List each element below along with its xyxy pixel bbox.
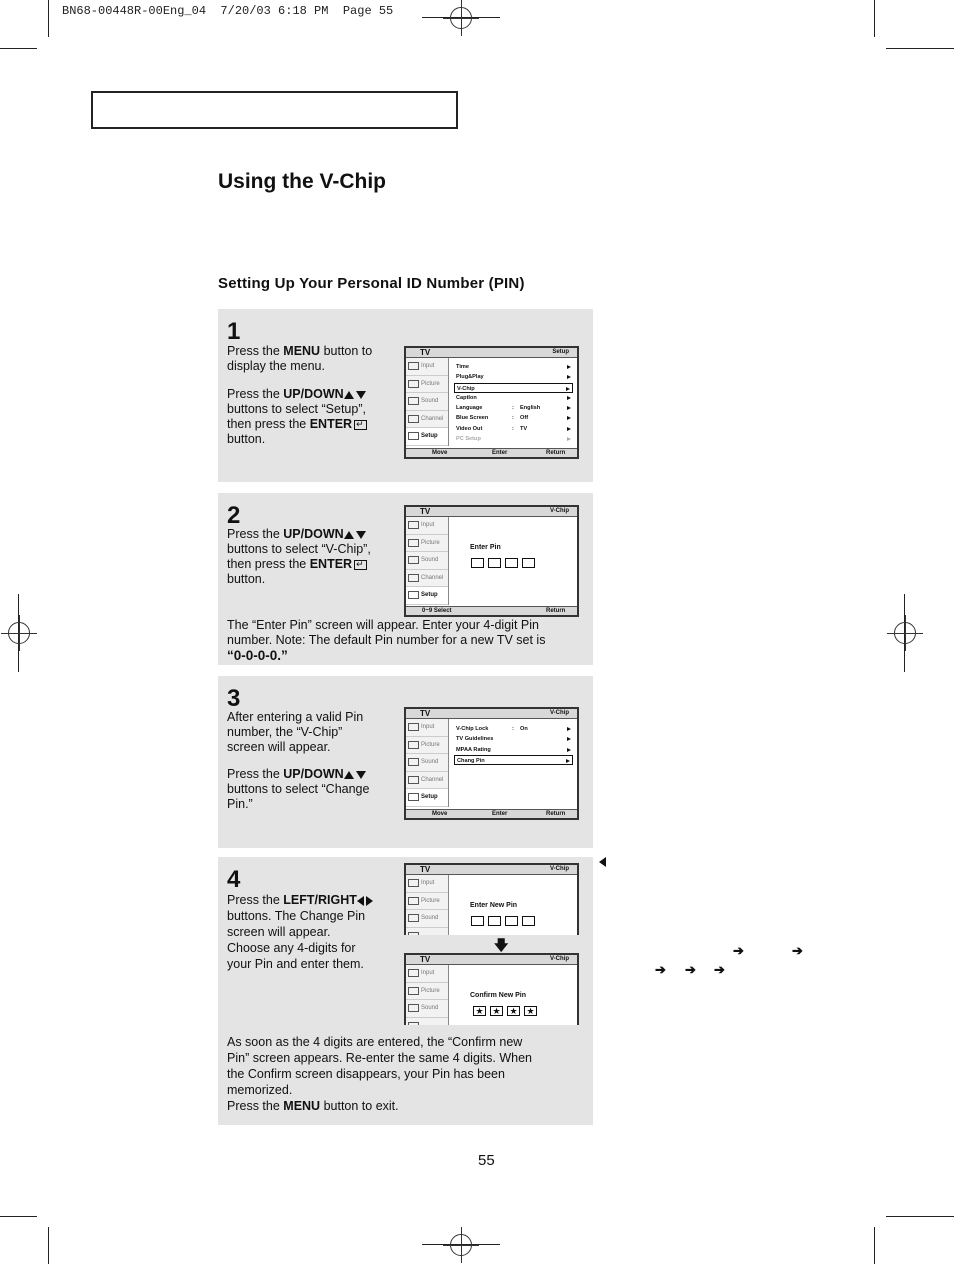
tv-sidebar (406, 965, 449, 1025)
input-icon (408, 362, 419, 370)
move-hint: Move (432, 811, 448, 817)
tv-side-item: Channel (406, 411, 448, 429)
step-text: Press the LEFT/RIGHT buttons. The Change Pin screen will appear. Choose any 4-digits for your Pin and enter them. (227, 892, 377, 972)
return-hint: Return (546, 608, 566, 614)
picture-icon (408, 741, 419, 749)
tv-sidebar (406, 517, 449, 605)
up-arrow-icon (344, 531, 354, 539)
step-number: 1 (227, 318, 241, 345)
tv-title-bar: TV Setup (406, 348, 577, 358)
sound-icon (408, 556, 419, 564)
tv-title-bar: TV V-Chip (406, 507, 577, 517)
pin-prompt: Confirm New Pin (470, 992, 527, 999)
tv-side-item (406, 1018, 448, 1026)
tv-menu-item: CaptIon (454, 393, 573, 403)
tv-menu-item: Video Out : TV (454, 424, 573, 434)
tv-side-item: Channel (406, 772, 448, 790)
step-text: Press the UP/DOWN buttons to select “V-Chip”, then press the ENTER↵ button. (227, 527, 387, 587)
tv-sidebar (406, 358, 449, 446)
step-text: Press the MENU button to display the menu. (227, 344, 373, 373)
step-number: 4 (227, 866, 241, 893)
tv-bottom-bar (406, 448, 577, 457)
tv-menu-item: TV Guidelines (454, 734, 573, 744)
pin-box (505, 558, 518, 568)
tv-bottom-bar (406, 809, 577, 818)
return-hint: Return (546, 450, 566, 456)
step-2-panel (218, 493, 593, 665)
tv-side-item: Sound (406, 754, 448, 772)
sound-icon (408, 758, 419, 766)
tv-menu-item-selected: V-Chip (454, 383, 573, 393)
tv-side-item: Picture (406, 983, 448, 1001)
pin-box-filled: ★ (490, 1006, 503, 1016)
flow-down-arrow-icon: 🡇 (494, 937, 509, 953)
channel-icon (408, 932, 419, 936)
enter-hint: Enter (492, 450, 508, 456)
step-number: 3 (227, 685, 241, 712)
step-note: As soon as the 4 digits are entered, the “Confirm new Pin” screen appears. Re-enter the same 4 digits. When the Confirm screen disappears, your Pin has been memorized. Press the MENU button to exit. (227, 1035, 533, 1113)
tv-menu-item-selected: Chang Pin (454, 755, 573, 765)
tv-menu-item: Blue Screen : Off (454, 413, 573, 423)
tv-side-item: Setup (406, 587, 448, 605)
tv-title-bar: TV V-Chip (406, 955, 577, 965)
crop-mark (48, 0, 49, 37)
step-text: Press the UP/DOWN buttons to select “Setup”, then press the ENTER↵ button. (227, 387, 387, 447)
input-icon (408, 723, 419, 731)
tv-side-item: Sound (406, 552, 448, 570)
registration-mark (894, 622, 916, 644)
right-arrow-icon (366, 896, 373, 906)
crop-mark (886, 48, 954, 49)
tv-side-item: Picture (406, 376, 448, 394)
enter-hint: Enter (492, 811, 508, 817)
tv-side-item: Input (406, 358, 448, 376)
setup-icon (408, 793, 419, 801)
down-arrow-icon (356, 391, 366, 399)
channel-icon (408, 415, 419, 423)
pin-box (522, 916, 535, 926)
tv-side-item: Picture (406, 893, 448, 911)
down-arrow-icon (356, 771, 366, 779)
pin-box (488, 558, 501, 568)
registration-mark (450, 7, 472, 29)
tv-menu-item: MPAA Rating (454, 745, 573, 755)
sound-icon (408, 1004, 419, 1012)
step-4-panel (218, 857, 593, 1125)
tv-side-item: Sound (406, 393, 448, 411)
tv-side-item: Input (406, 875, 448, 893)
tv-screen-vchip (404, 707, 579, 820)
registration-mark (8, 622, 30, 644)
tv-menu-item: Language : English (454, 403, 573, 413)
crop-mark (874, 0, 875, 37)
return-hint: Return (546, 811, 566, 817)
input-icon (408, 969, 419, 977)
tv-bottom-bar (406, 606, 577, 615)
left-pointer-icon (599, 857, 606, 867)
tv-title-bar: TV V-Chip (406, 865, 577, 875)
input-icon (408, 879, 419, 887)
picture-icon (408, 897, 419, 905)
right-arrow-icon: ➔ (714, 962, 725, 977)
sound-icon (408, 914, 419, 922)
enter-icon (354, 420, 367, 430)
channel-icon (408, 574, 419, 582)
crop-mark (874, 1227, 875, 1264)
tv-screen-enter-pin (404, 505, 579, 617)
tv-title-bar: TV V-Chip (406, 709, 577, 719)
up-arrow-icon (344, 771, 354, 779)
tv-side-item: Input (406, 965, 448, 983)
pin-box-filled: ★ (524, 1006, 537, 1016)
right-arrow-icon: ➔ (792, 943, 803, 958)
step-1-panel (218, 309, 593, 482)
pin-box (471, 558, 484, 568)
registration-mark (450, 1234, 472, 1256)
crop-mark (0, 1216, 37, 1217)
step-3-panel (218, 676, 593, 848)
section-subtitle: Setting Up Your Personal ID Number (PIN) (218, 275, 525, 292)
right-arrow-icon: ➔ (655, 962, 666, 977)
setup-icon (408, 432, 419, 440)
tv-screen-enter-new-pin (404, 863, 579, 935)
tv-side-item: Setup (406, 789, 448, 807)
step-note: The “Enter Pin” screen will appear. Enter your 4-digit Pin number. Note: The default Pin number for a new TV set is “0-0-0-0.” (227, 618, 546, 663)
tv-side-item: Input (406, 517, 448, 535)
tv-side-item: Channel (406, 570, 448, 588)
right-arrow-icon: ➔ (685, 962, 696, 977)
tv-sidebar (406, 719, 449, 807)
up-arrow-icon (344, 391, 354, 399)
crop-mark (886, 1216, 954, 1217)
tv-menu-item: V-Chip Lock : On (454, 724, 573, 734)
pin-box-filled: ★ (507, 1006, 520, 1016)
setup-icon (408, 591, 419, 599)
input-icon (408, 521, 419, 529)
step-number: 2 (227, 502, 241, 529)
sound-icon (408, 397, 419, 405)
page-number: 55 (478, 1152, 495, 1169)
tv-side-item: Picture (406, 535, 448, 553)
channel-icon (408, 776, 419, 784)
select-hint: 0~9 Select (422, 608, 452, 614)
tv-menu-item: Plug&Play (454, 372, 573, 382)
tv-menu-item: Time (454, 362, 573, 372)
tv-menu (454, 362, 573, 444)
move-hint: Move (432, 450, 448, 456)
page-title: Using the V-Chip (218, 170, 386, 193)
pin-box (505, 916, 518, 926)
channel-icon (408, 1022, 419, 1026)
right-arrow-icon: ➔ (733, 943, 744, 958)
header-box (91, 91, 458, 129)
tv-side-item (406, 928, 448, 936)
tv-side-item: Sound (406, 910, 448, 928)
step-text: After entering a valid Pin number, the “V-Chip” screen will appear. (227, 710, 364, 754)
left-arrow-icon (357, 896, 364, 906)
pin-box (522, 558, 535, 568)
pin-prompt: Enter New Pin (470, 902, 518, 909)
pin-box-filled: ★ (473, 1006, 486, 1016)
tv-side-item: Setup (406, 428, 448, 446)
tv-menu-item: PC Setup (454, 434, 573, 444)
tv-side-item: Input (406, 719, 448, 737)
tv-menu (454, 724, 573, 765)
enter-icon (354, 560, 367, 570)
picture-icon (408, 539, 419, 547)
crop-mark (48, 1227, 49, 1264)
tv-screen-confirm-new-pin (404, 953, 579, 1025)
pin-prompt: Enter Pin (470, 544, 501, 551)
down-arrow-icon (356, 531, 366, 539)
print-slug: BN68-00448R-00Eng_04 7/20/03 6:18 PM Page 55 (62, 4, 394, 18)
tv-side-item: Picture (406, 737, 448, 755)
picture-icon (408, 987, 419, 995)
crop-mark (0, 48, 37, 49)
tv-sidebar (406, 875, 449, 935)
tv-side-item: Sound (406, 1000, 448, 1018)
step-text: Press the UP/DOWN buttons to select “Change Pin.” (227, 767, 370, 811)
pin-box (488, 916, 501, 926)
picture-icon (408, 380, 419, 388)
tv-screen-setup (404, 346, 579, 459)
pin-box (471, 916, 484, 926)
